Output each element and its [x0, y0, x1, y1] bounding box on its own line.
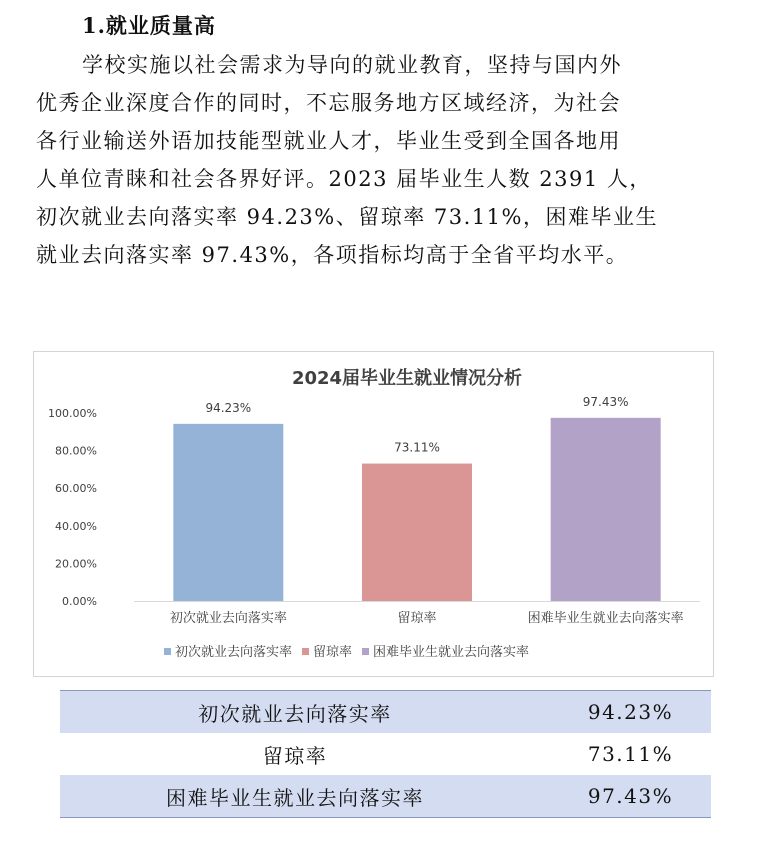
legend-swatch — [164, 648, 171, 655]
legend-label: 留琼率 — [313, 645, 353, 660]
legend-label: 困难毕业生就业去向落实率 — [373, 645, 530, 660]
y-tick-label: 40.00% — [55, 519, 97, 533]
paragraph-line: 就业去向落实率 97.43%，各项指标均高于全省平均水平。 — [36, 243, 629, 267]
x-tick-label: 留琼率 — [397, 611, 437, 626]
paragraph-line: 初次就业去向落实率 94.23%、留琼率 73.11%，困难毕业生 — [36, 205, 658, 229]
paragraph-line: 学校实施以社会需求为导向的就业教育，坚持与国内外 — [82, 53, 622, 77]
data-label: 97.43% — [582, 394, 629, 409]
bar — [362, 464, 472, 601]
paragraph-line: 人单位青睐和社会各界好评。2023 届毕业生人数 2391 人， — [36, 167, 652, 191]
data-label: 94.23% — [205, 400, 252, 415]
legend-swatch — [362, 648, 369, 655]
stats-table — [60, 690, 711, 818]
paragraph-line: 优秀企业深度合作的同时，不忘服务地方区域经济，为社会 — [36, 91, 621, 115]
legend-swatch — [302, 648, 309, 655]
table-cell-value: 73.11% — [587, 742, 674, 766]
legend-label: 初次就业去向落实率 — [175, 645, 293, 660]
bar — [551, 418, 661, 601]
y-tick-label: 80.00% — [55, 444, 97, 458]
paragraph-line: 各行业输送外语加技能型就业人才，毕业生受到全国各地用 — [36, 129, 621, 153]
chart-title: 2024届毕业生就业情况分析 — [291, 368, 523, 389]
y-tick-label: 100.00% — [48, 407, 97, 420]
section-heading: 1.就业质量高 — [82, 13, 216, 38]
bar — [173, 424, 283, 601]
y-tick-label: 60.00% — [55, 482, 97, 496]
y-tick-label: 20.00% — [55, 557, 97, 571]
x-tick-label: 困难毕业生就业去向落实率 — [527, 611, 684, 626]
table-cell-name: 初次就业去向落实率 — [198, 701, 392, 726]
table-cell-value: 94.23% — [587, 700, 674, 724]
data-label: 73.11% — [394, 440, 440, 455]
employment-chart — [33, 351, 714, 677]
table-row — [60, 733, 711, 775]
table-cell-name: 留琼率 — [262, 743, 328, 768]
table-cell-name: 困难毕业生就业去向落实率 — [166, 785, 424, 810]
table-row — [60, 691, 711, 733]
y-tick-label: 0.00% — [62, 595, 97, 608]
x-tick-label: 初次就业去向落实率 — [169, 611, 287, 626]
body-paragraph — [36, 46, 696, 274]
chart-canvas — [34, 352, 713, 676]
table-row — [60, 775, 711, 817]
table-cell-value: 97.43% — [587, 784, 674, 808]
